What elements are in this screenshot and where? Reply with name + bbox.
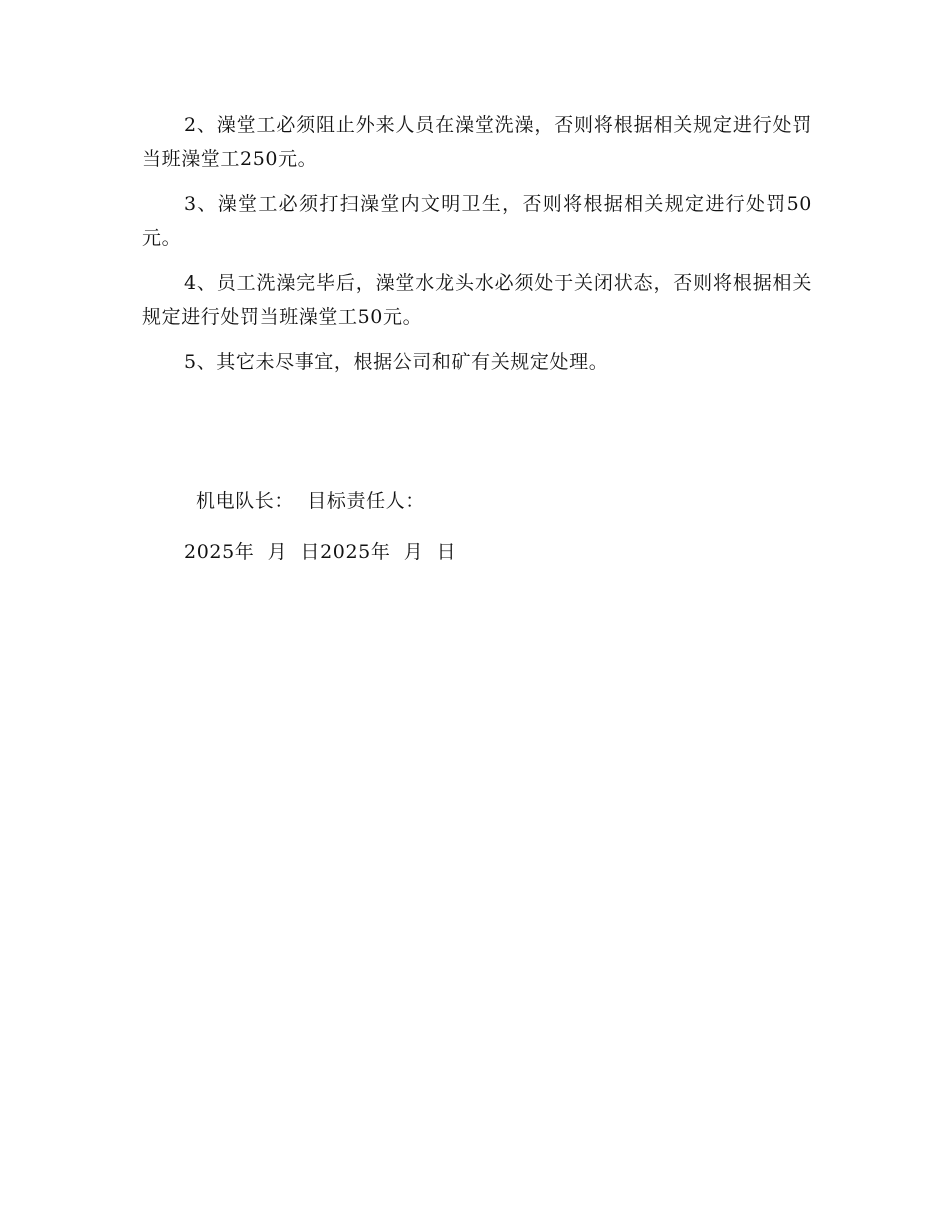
- paragraph-rule-4: 4、员工洗澡完毕后，澡堂水龙头水必须处于关闭状态，否则将根据相关规定进行处罚当班澡堂工50元。: [142, 272, 812, 328]
- paragraph-rule-3: 3、澡堂工必须打扫澡堂内文明卫生，否则将根据相关规定进行处罚50元。: [142, 193, 812, 249]
- document-body: [142, 108, 812, 390]
- paragraph-rule-2: 2、澡堂工必须阻止外来人员在澡堂洗澡，否则将根据相关规定进行处罚当班澡堂工250元。: [142, 114, 812, 170]
- signature-line: 机电队长： 目标责任人：: [196, 490, 425, 512]
- paragraph-rule-5: 5、其它未尽事宜，根据公司和矿有关规定处理。: [184, 351, 609, 373]
- date-line: 2025年 月 日2025年 月 日: [184, 541, 457, 563]
